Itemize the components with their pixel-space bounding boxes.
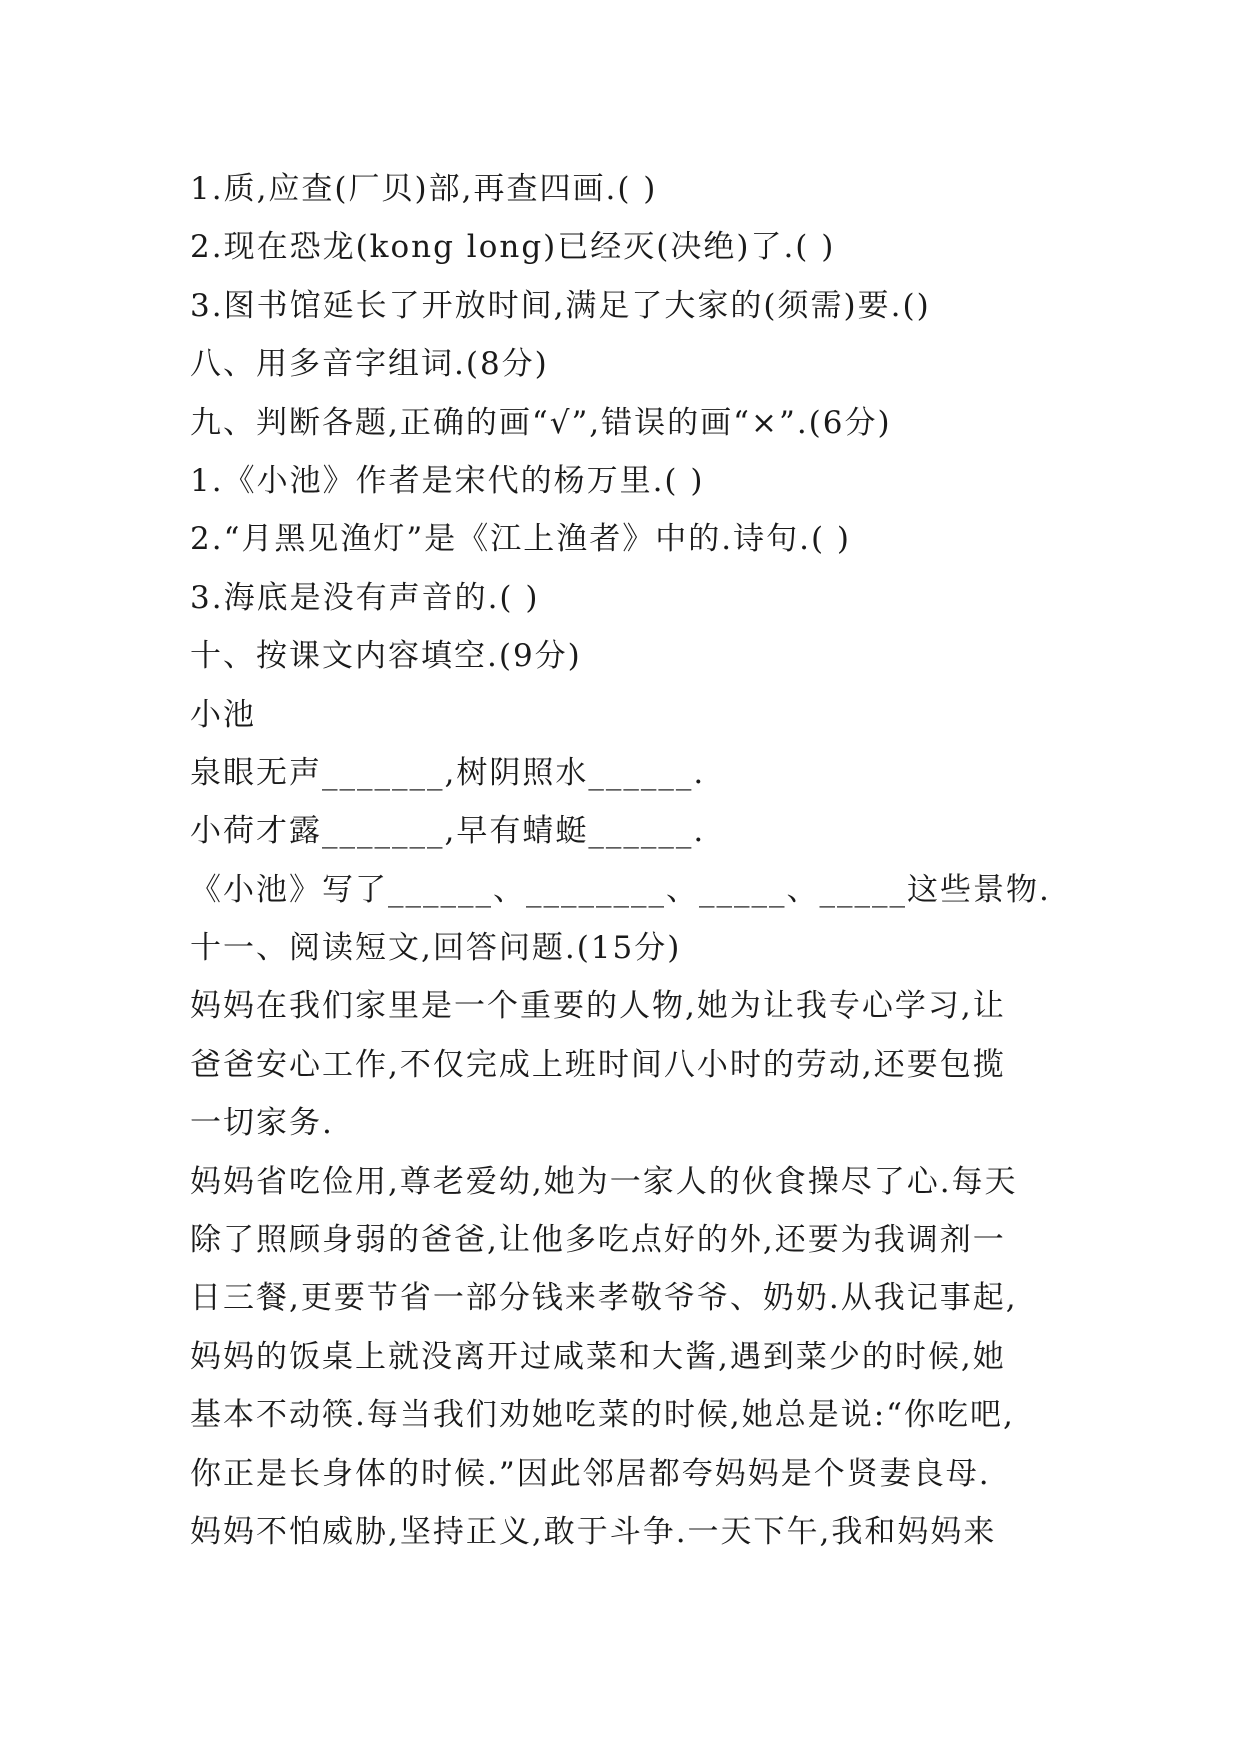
question-7-item-3: 3.图书馆延长了开放时间,满足了大家的(须需)要.() [190, 287, 931, 324]
section-10-heading: 十、按课文内容填空.(9分) [190, 638, 582, 675]
poem-title: 小池 [190, 696, 256, 733]
passage-line: 日三餐,更要节省一部分钱来孝敬爷爷、奶奶.从我记事起, [190, 1280, 1018, 1317]
question-9-item-2: 2.“月黑见渔灯”是《江上渔者》中的.诗句.( ) [190, 521, 852, 558]
passage-line: 一切家务. [190, 1105, 334, 1142]
question-9-item-1: 1.《小池》作者是宋代的杨万里.( ) [190, 462, 705, 499]
question-7-item-1: 1.质,应查(厂贝)部,再查四画.( ) [190, 171, 658, 207]
passage-line: 基本不动筷.每当我们劝她吃菜的时候,她总是说:“你吃吧, [190, 1397, 1015, 1434]
passage-line: 除了照顾身弱的爸爸,让他多吃点好的外,还要为我调剂一 [190, 1222, 1006, 1259]
passage-line: 妈妈的饭桌上就没离开过咸菜和大酱,遇到菜少的时候,她 [190, 1338, 1006, 1375]
question-9-item-3: 3.海底是没有声音的.( ) [190, 579, 540, 616]
poem-scenery-blank: 《小池》写了______、________、_____、_____这些景物. [190, 871, 1051, 908]
passage-line: 你正是长身体的时候.”因此邻居都夸妈妈是个贤妻良母. [190, 1455, 991, 1492]
passage-line: 妈妈在我们家里是一个重要的人物,她为让我专心学习,让 [190, 988, 1006, 1025]
passage-line: 爸爸安心工作,不仅完成上班时间八小时的劳动,还要包揽 [190, 1046, 1006, 1083]
passage-line: 妈妈省吃俭用,尊老爱幼,她为一家人的伙食操尽了心.每天 [190, 1163, 1018, 1200]
question-7-item-2: 2.现在恐龙(kong long)已经灭(决绝)了.( ) [190, 229, 836, 266]
poem-blank-line-2: 小荷才露_______,早有蜻蜓______. [190, 813, 706, 850]
section-9-heading: 九、判断各题,正确的画“√”,错误的画“×”.(6分) [190, 404, 892, 441]
section-8-heading: 八、用多音字组词.(8分) [190, 346, 549, 383]
section-11-heading: 十一、阅读短文,回答问题.(15分) [190, 930, 682, 967]
document-body [190, 160, 1070, 1561]
poem-blank-line-1: 泉眼无声_______,树阴照水______. [190, 754, 706, 791]
passage-line: 妈妈不怕威胁,坚持正义,敢于斗争.一天下午,我和妈妈来 [190, 1513, 997, 1550]
